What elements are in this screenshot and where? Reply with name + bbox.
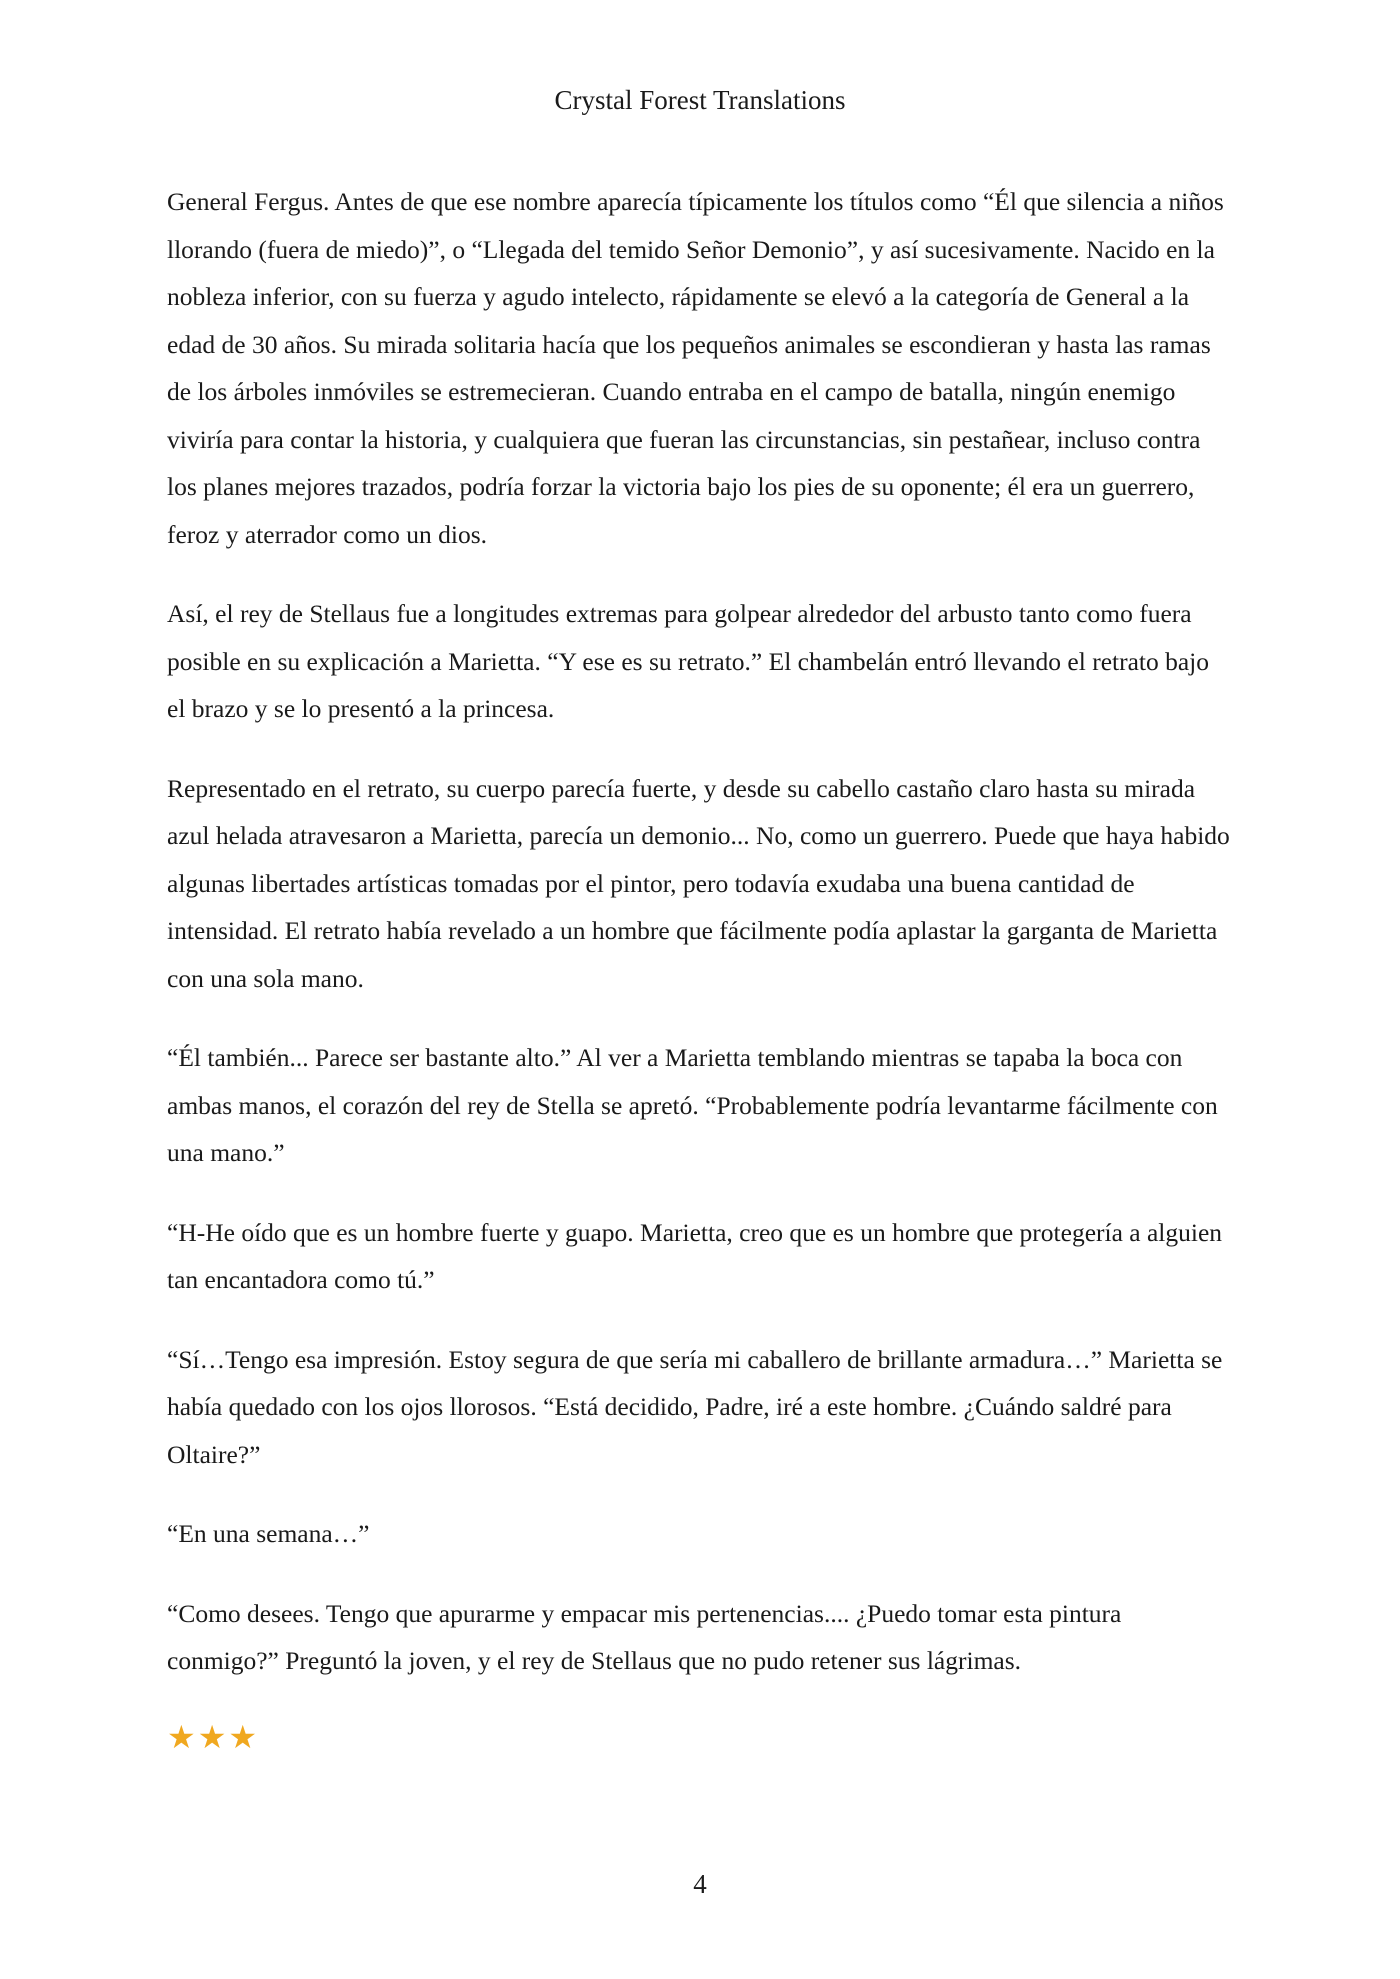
paragraph: “En una semana…” <box>167 1519 370 1548</box>
scene-break-stars <box>167 1717 1233 1757</box>
star-icon: ★ <box>197 1718 229 1755</box>
paragraph: “H-He oído que es un hombre fuerte y guapo. Marietta, creo que es un hombre que protegería a alguien tan encantadora como tú.” <box>167 1217 1223 1294</box>
paragraph: Así, el rey de Stellaus fue a longitudes extremas para golpear alrededor del arbusto tanto como fuera posible en su explicación a Marietta. “Y ese es su retrato.” El chambelán entró llevando el retrato bajo el brazo y se lo presentó a la princesa. <box>167 599 1210 723</box>
paragraph: “Sí…Tengo esa impresión. Estoy segura de que sería mi caballero de brillante armadura…” Marietta se había quedado con los ojos llorosos. “Está decidido, Padre, iré a este hombre. ¿Cuándo saldré para Oltaire?” <box>167 1344 1223 1469</box>
paragraph: Representado en el retrato, su cuerpo parecía fuerte, y desde su cabello castaño claro hasta su mirada azul helada atravesaron a Marietta, parecía un demonio... No, como un guerrero. Puede que haya habido algunas libertades artísticas tomadas por el pintor, pero todavía exudaba una buena cantidad de intensidad. El retrato había revelado a un hombre que fácilmente podía aplastar la garganta de Marietta con una sola mano. <box>167 773 1230 993</box>
document-body <box>167 178 1233 1757</box>
page-header-title: Crystal Forest Translations <box>554 85 846 115</box>
paragraph: “Él también... Parece ser bastante alto.” Al ver a Marietta temblando mientras se tapaba la boca con ambas manos, el corazón del rey de Stella se apretó. “Probablemente podría levantarme fácilmente con una mano.” <box>167 1043 1218 1167</box>
star-icon: ★ <box>167 1718 198 1755</box>
paragraph: General Fergus. Antes de que ese nombre aparecía típicamente los títulos como “Él que silencia a niños llorando (fuera de miedo)”, o “Llegada del temido Señor Demonio”, y así sucesivamente. Nacido en la nobleza inferior, con su fuerza y agudo intelecto, rápidamente se elevó a la categoría de General a la edad de 30 años. Su mirada solitaria hacía que los pequeños animales se escondieran y hasta las ramas de los árboles inmóviles se estremecieran. Cuando entraba en el campo de batalla, ningún enemigo viviría para contar la historia, y cualquiera que fueran las circunstancias, sin pestañear, incluso contra los planes mejores trazados, podría forzar la victoria bajo los pies de su oponente; él era un guerrero, feroz y aterrador como un dios. <box>167 187 1224 549</box>
page-number: 4 <box>693 1869 707 1899</box>
star-icon: ★ <box>228 1718 260 1755</box>
paragraph: “Como desees. Tengo que apurarme y empacar mis pertenencias.... ¿Puedo tomar esta pintura conmigo?” Preguntó la joven, y el rey de Stellaus que no pudo retener sus lágrimas. <box>167 1598 1122 1675</box>
